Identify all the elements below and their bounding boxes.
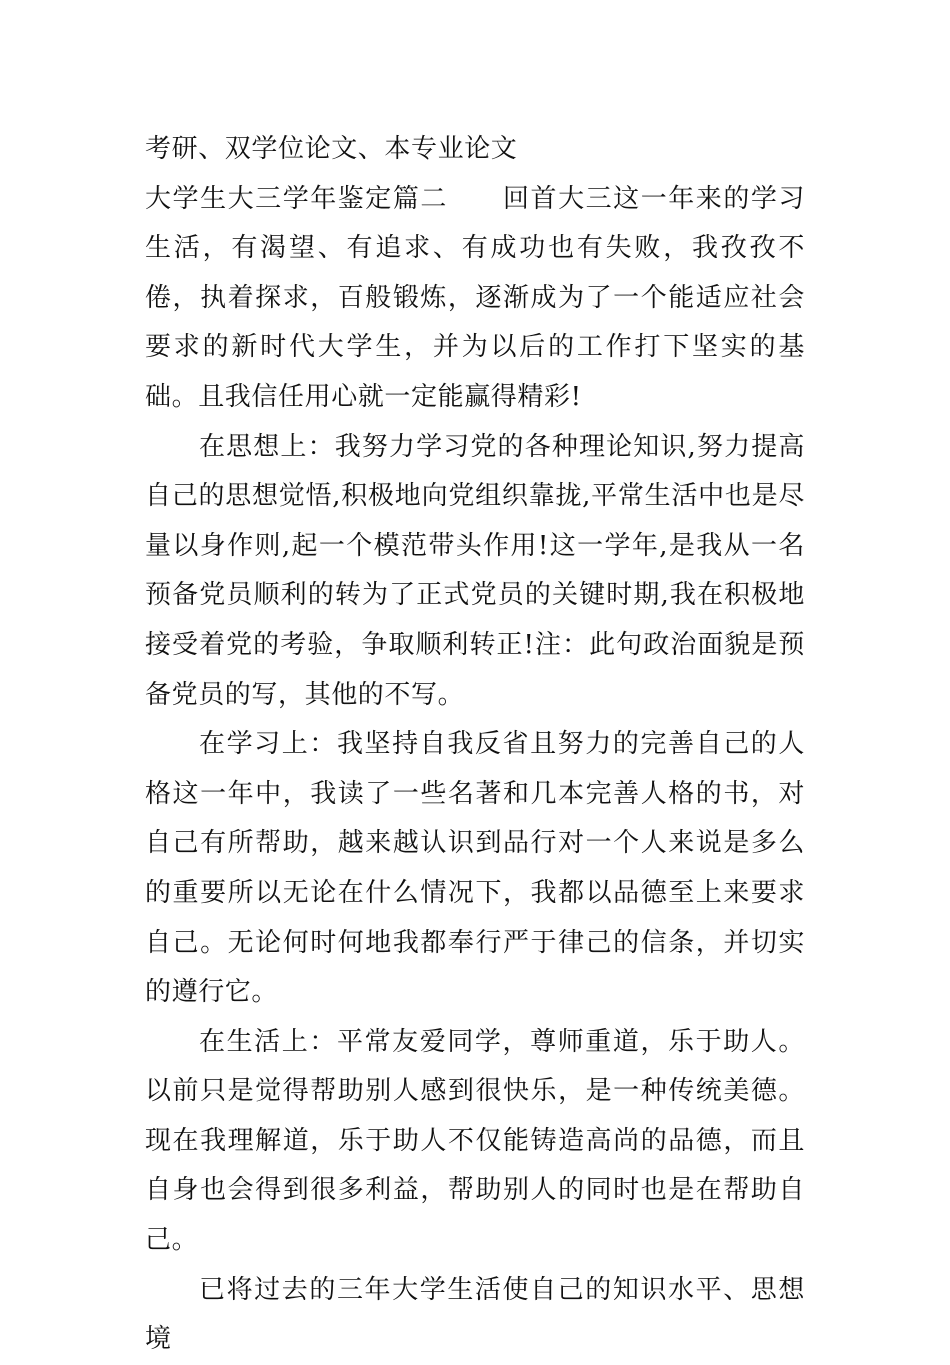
paragraph-summary: 已将过去的三年大学生活使自己的知识水平、思想境 — [145, 1274, 805, 1355]
document-page — [145, 125, 805, 1365]
paragraph-life: 在生活上：平常友爱同学，尊师重道，乐于助人。以前只是觉得帮助别人感到很快乐，是一种传统美德。现在我理解道，乐于助人不仅能铸造高尚的品德，而且自身也会得到很多利益，帮助别人的同时也是在帮助自己。 — [145, 1026, 805, 1256]
paragraph-ideology: 在思想上：我努力学习党的各种理论知识,努力提高自己的思想觉悟,积极地向党组织靠拢,平常生活中也是尽量以身作则,起一个模范带头作用!这一学年,是我从一名预备党员顺利的转为了正式党员的关键时期,我在积极地接受着党的考验，争取顺利转正!注：此句政治面貌是预备党员的写，其他的不写。 — [145, 431, 805, 710]
intro-paragraph: 大学生大三学年鉴定篇二 回首大三这一年来的学习生活，有渴望、有追求、有成功也有失败，我孜孜不倦，执着探求，百般锻炼，逐渐成为了一个能适应社会要求的新时代大学生，并为以后的工作打下坚实的基础。且我信任用心就一定能赢得精彩! — [145, 183, 805, 412]
paragraph-study: 在学习上：我坚持自我反省且努力的完善自己的人格这一年中，我读了一些名著和几本完善人格的书，对自己有所帮助，越来越认识到品行对一个人来说是多么的重要所以无论在什么情况下，我都以品德至上来要求自己。无论何时何地我都奉行严于律己的信条，并切实的遵行它。 — [145, 729, 805, 1008]
header-line: 考研、双学位论文、本专业论文 — [145, 134, 518, 164]
